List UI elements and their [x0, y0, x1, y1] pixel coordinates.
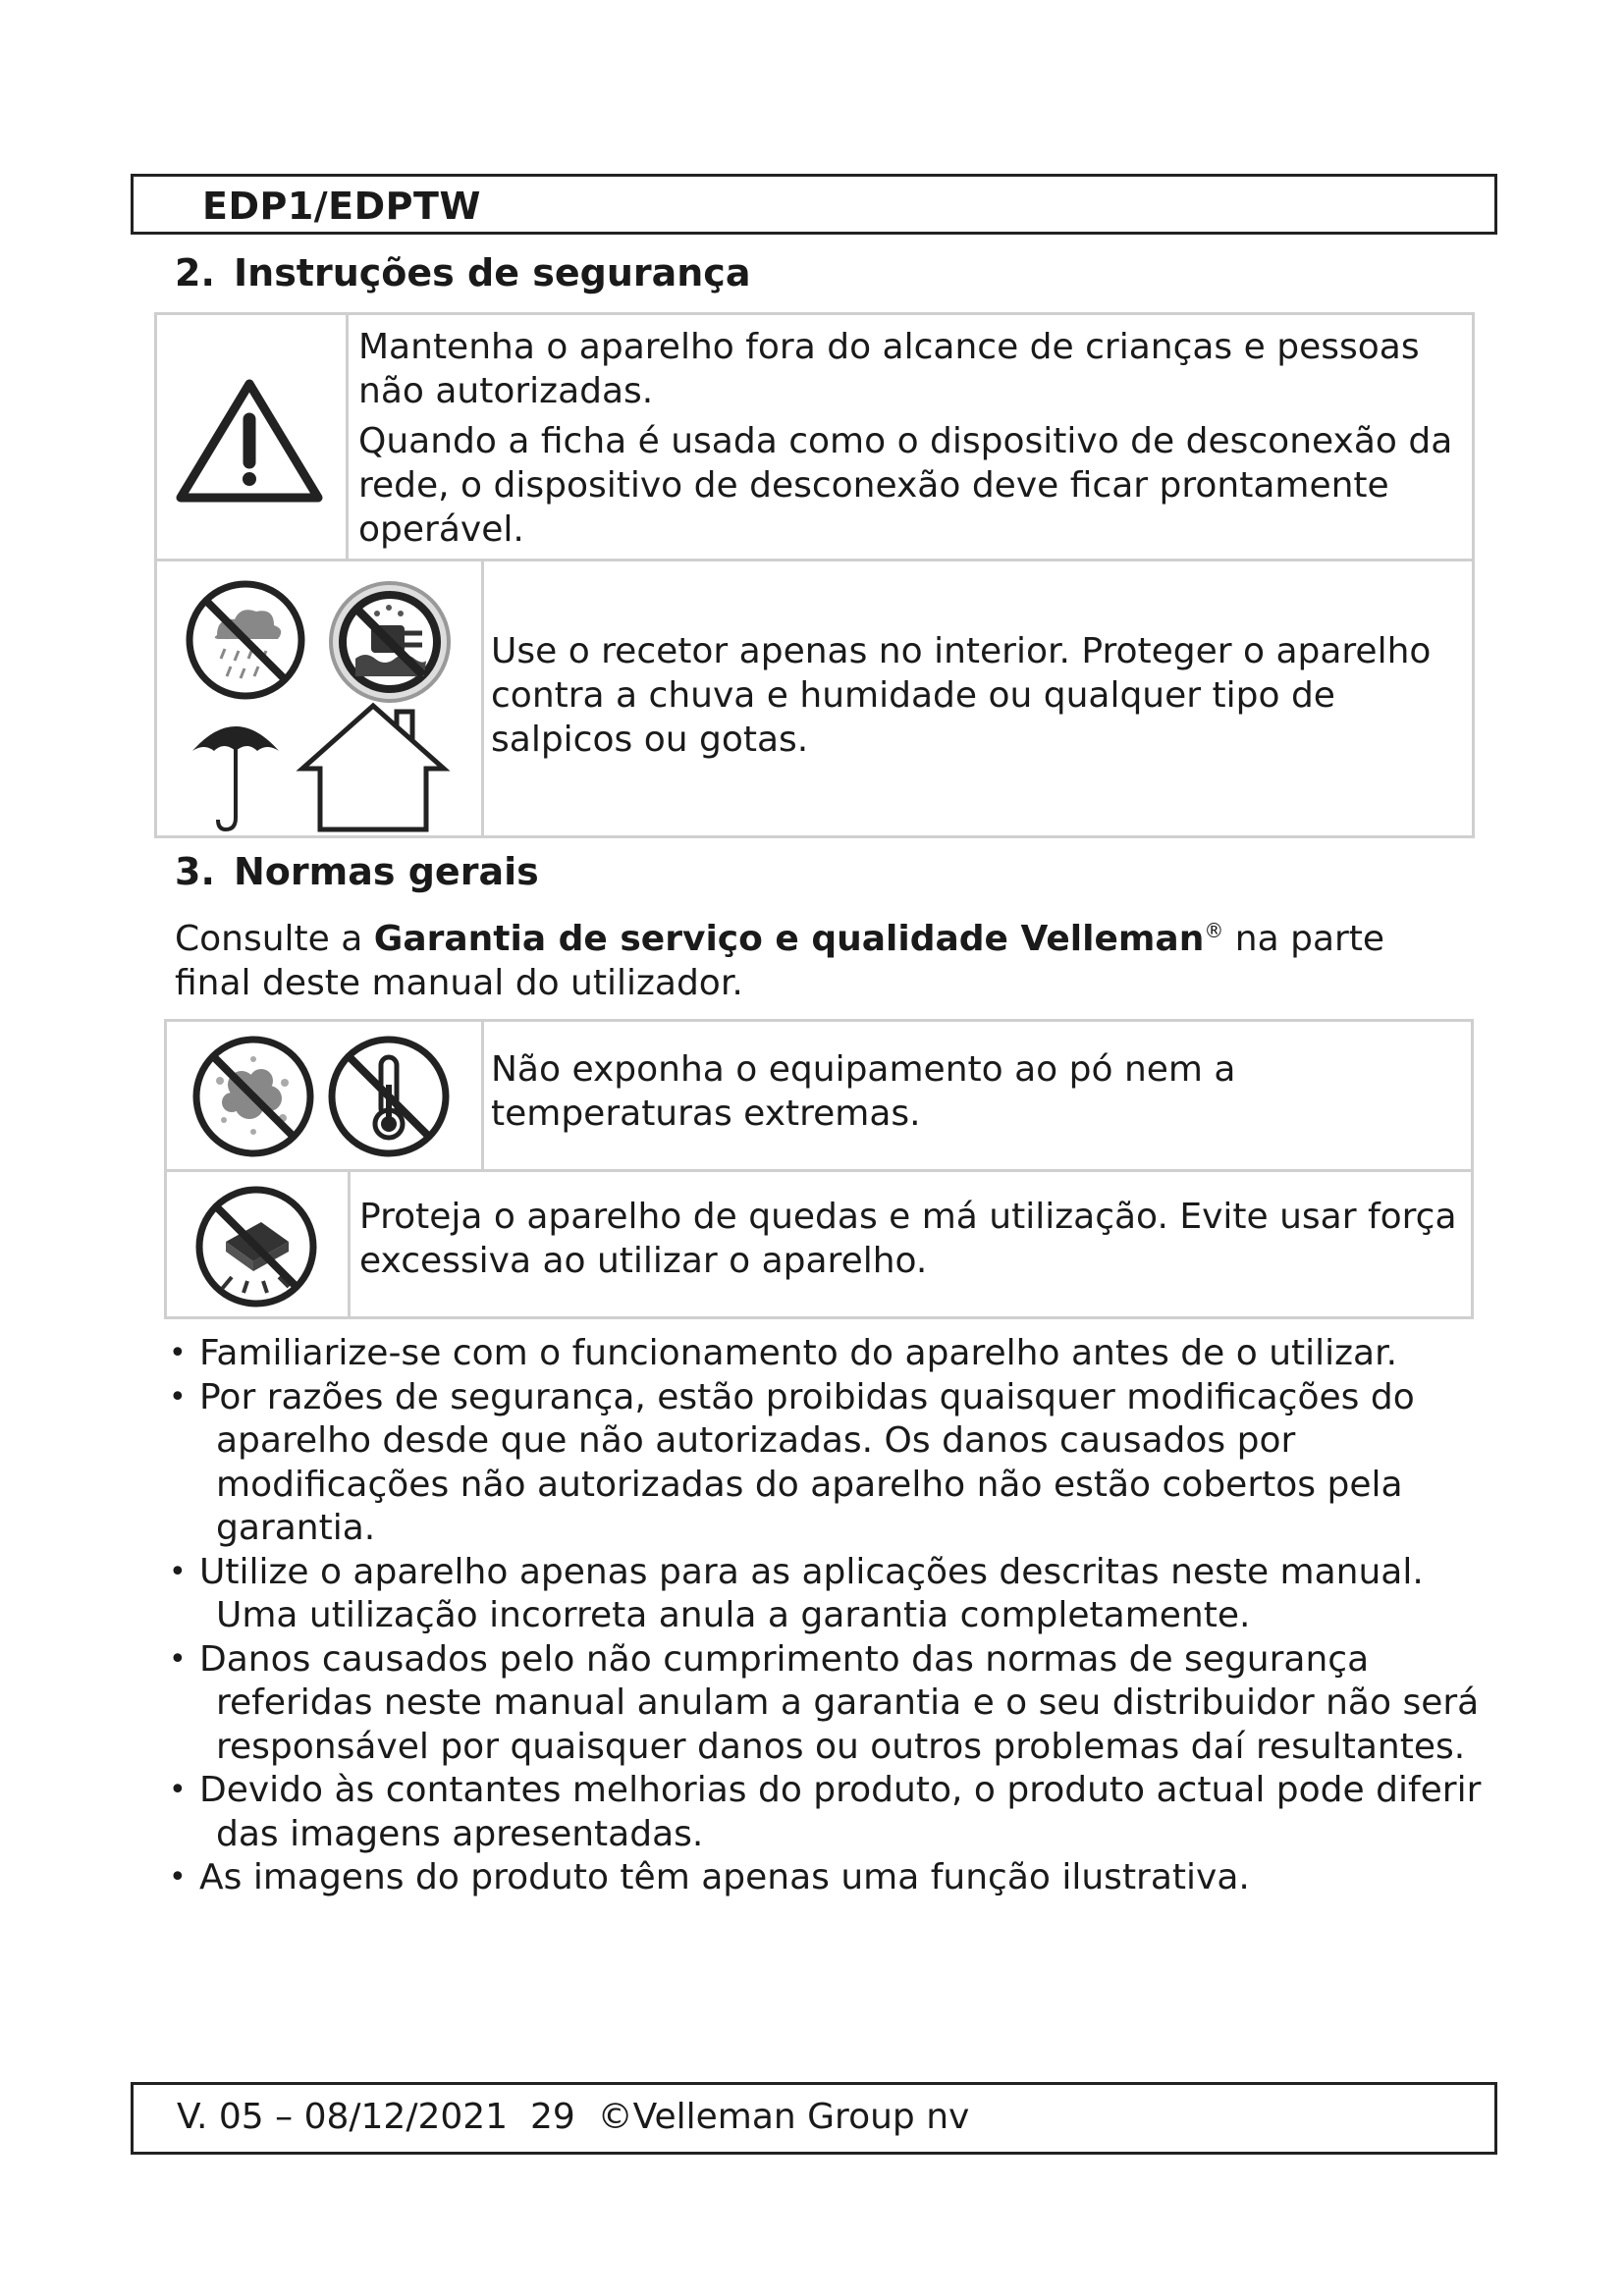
list-item: • Danos causados pelo não cumprimento das normas de segurança referidas neste manual anulam a garantia e o seu distribuidor não será responsável por quaisquer danos ou outros problemas daí resultantes.: [165, 1638, 1486, 1770]
footer-text: V. 05 – 08/12/2021 29 ©Velleman Group nv: [177, 2097, 970, 2137]
no-temperature-icon: [326, 1034, 452, 1159]
safety-row2-text: Use o recetor apenas no interior. Proteger o aparelho contra a chuva e humidade ou qualquer tipo de salpicos ou gotas.: [491, 631, 1432, 760]
col-divider: [481, 561, 484, 835]
no-rain-icon: [184, 578, 307, 702]
intro-pre: Consulte a: [175, 919, 374, 959]
footer-box: [131, 2082, 1497, 2155]
model-title: EDP1/EDPTW: [202, 185, 481, 228]
list-item: • As imagens do produto têm apenas uma função ilustrativa.: [165, 1856, 1486, 1900]
row-divider: [167, 1169, 1471, 1172]
registered-mark: ®: [1204, 919, 1224, 942]
safety-table: [154, 312, 1475, 838]
no-drop-icon: [192, 1183, 320, 1310]
warning-triangle-icon: [175, 376, 324, 504]
no-water-icon: [326, 578, 454, 706]
col-divider: [346, 315, 349, 559]
umbrella-icon: [189, 712, 283, 835]
general-row1-text: Não exponha o equipamento ao pó nem a temperaturas extremas.: [491, 1049, 1236, 1134]
section-2-title: Instruções de segurança: [234, 251, 751, 294]
header-box: [131, 174, 1497, 235]
list-item: • Por razões de segurança, estão proibidas quaisquer modificações do aparelho desde que não autorizadas. Os danos causados por modificações não autorizadas do aparelho não estão cobertos pela garantia.: [165, 1376, 1486, 1551]
list-item: • Utilize o aparelho apenas para as aplicações descritas neste manual. Uma utilização incorreta anula a garantia completamente.: [165, 1551, 1486, 1638]
list-item: • Familiarize-se com o funcionamento do aparelho antes de o utilizar.: [165, 1332, 1486, 1376]
section-3-number: 3.: [175, 850, 215, 893]
section-3-heading: [175, 850, 539, 893]
intro-post: na parte final deste manual do utilizador.: [175, 919, 1385, 1003]
house-icon: [295, 700, 452, 833]
warranty-intro: [175, 909, 1471, 1005]
col-divider: [481, 1022, 484, 1169]
safety-row1-text1: Mantenha o aparelho fora do alcance de crianças e pessoas não autorizadas.: [358, 327, 1420, 411]
section-3-title: Normas gerais: [234, 850, 539, 893]
safety-row1-text2: Quando a ficha é usada como o dispositivo de desconexão da rede, o dispositivo de desconexão deve ficar prontamente operável.: [358, 421, 1453, 550]
no-dust-icon: [190, 1034, 316, 1159]
list-item: • Devido às contantes melhorias do produto, o produto actual pode diferir das imagens apresentadas.: [165, 1769, 1486, 1856]
col-divider: [348, 1172, 351, 1316]
general-rules-list: [165, 1332, 1486, 1900]
section-2-heading: [175, 251, 750, 294]
general-row2-text: Proteja o aparelho de quedas e má utilização. Evite usar força excessiva ao utilizar o aparelho.: [359, 1197, 1457, 1281]
general-table: [164, 1019, 1474, 1319]
warranty-name: Garantia de serviço e qualidade Velleman: [373, 919, 1205, 959]
row-divider: [157, 559, 1472, 561]
section-2-number: 2.: [175, 251, 215, 294]
